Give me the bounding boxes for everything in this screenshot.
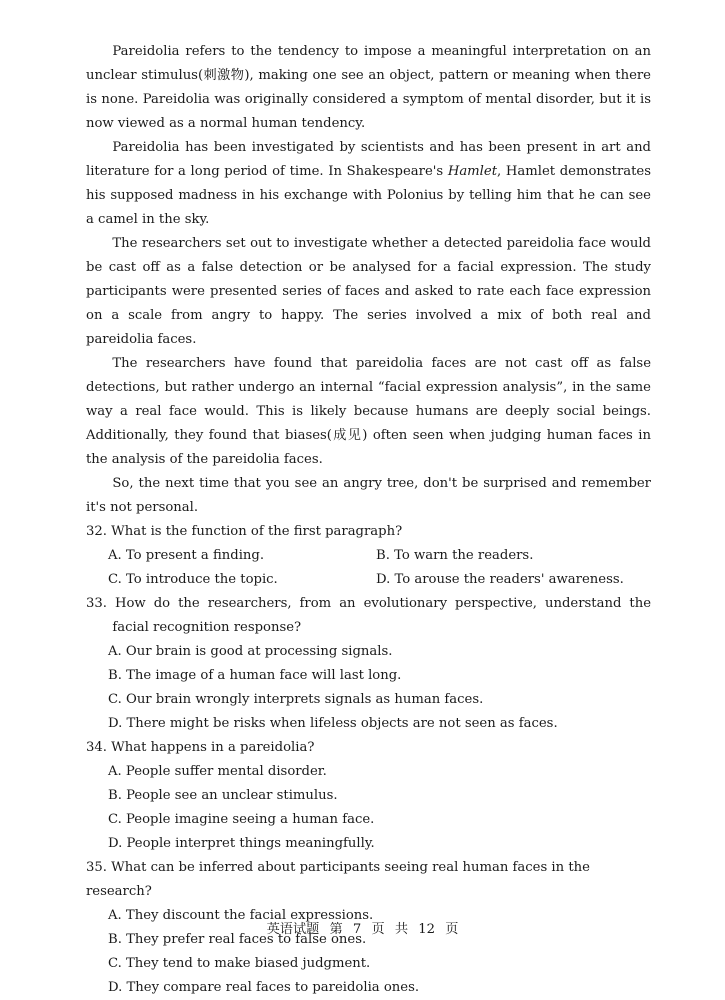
option-d[interactable]: D. They compare real faces to pareidolia ones. xyxy=(108,980,420,995)
passage-paragraph-4: The researchers have found that pareidolia faces are not cast off as false detections, but rather undergo an internal “facial expression analysis”, in the same way a real face would. This is likely because humans are deeply social beings. Additionally, they found that biases(成见) often seen when judging human faces in the analysis of the pareidolia faces. xyxy=(86,356,651,467)
exam-page xyxy=(86,40,651,1000)
question-stem: 32. What is the function of the first paragraph? xyxy=(86,524,403,539)
option-a[interactable]: A. Our brain is good at processing signals. xyxy=(108,644,393,659)
passage-paragraph-1: Pareidolia refers to the tendency to impose a meaningful interpretation on an unclear stimulus(刺激物), making one see an object, pattern or meaning when there is none. Pareidolia was originally considered a symptom of mental disorder, but it is now viewed as a normal human tendency. xyxy=(86,44,651,131)
question-32 xyxy=(86,520,651,592)
question-34 xyxy=(86,736,651,856)
option-a[interactable]: A. To present a finding. xyxy=(108,548,265,563)
question-33 xyxy=(86,592,651,736)
passage-paragraph-2 xyxy=(86,136,651,232)
passage-paragraph-3: The researchers set out to investigate whether a detected pareidolia face would be cast off as a false detection or be analysed for a facial expression. The study participants were presented series of faces and asked to rate each face expression on a scale from angry to happy. The series involved a mix of both real and pareidolia faces. xyxy=(86,236,651,347)
question-stem: 34. What happens in a pareidolia? xyxy=(86,740,315,755)
option-a[interactable]: A. People suffer mental disorder. xyxy=(108,764,327,779)
option-c[interactable]: C. People imagine seeing a human face. xyxy=(108,812,375,827)
option-c[interactable]: C. To introduce the topic. xyxy=(108,572,278,587)
option-d[interactable]: D. To arouse the readers' awareness. xyxy=(376,572,624,587)
option-a[interactable]: A. They discount the facial expressions. xyxy=(108,908,374,923)
passage-paragraph-5: So, the next time that you see an angry tree, don't be surprised and remember it's not personal. xyxy=(86,476,651,515)
option-c[interactable]: C. They tend to make biased judgment. xyxy=(108,956,371,971)
option-b[interactable]: B. The image of a human face will last long. xyxy=(108,668,402,683)
option-c[interactable]: C. Our brain wrongly interprets signals as human faces. xyxy=(108,692,484,707)
option-row xyxy=(86,568,651,592)
option-b[interactable]: B. They prefer real faces to false ones. xyxy=(108,932,367,947)
paragraph-2-text-a: Pareidolia has been investigated by scientists and has been present in art and literature for a long period of time. In Shakespeare's xyxy=(86,140,651,179)
page-footer: 英语试题 第 7 页 共 12 页 xyxy=(266,922,459,937)
option-b[interactable]: B. People see an unclear stimulus. xyxy=(108,788,338,803)
option-row xyxy=(86,544,651,568)
paragraph-2-text-b: , Hamlet demonstrates his supposed madness in his exchange with Polonius by telling him that he can see a camel in the sky. xyxy=(86,164,651,227)
question-stem: 35. What can be inferred about participants seeing real human faces in the research? xyxy=(86,860,590,899)
option-b[interactable]: B. To warn the readers. xyxy=(376,548,534,563)
question-stem: 33. How do the researchers, from an evolutionary perspective, understand the facial recognition response? xyxy=(86,596,651,635)
option-d[interactable]: D. There might be risks when lifeless objects are not seen as faces. xyxy=(108,716,558,731)
option-d[interactable]: D. People interpret things meaningfully. xyxy=(108,836,375,851)
hamlet-title: Hamlet xyxy=(447,164,498,179)
